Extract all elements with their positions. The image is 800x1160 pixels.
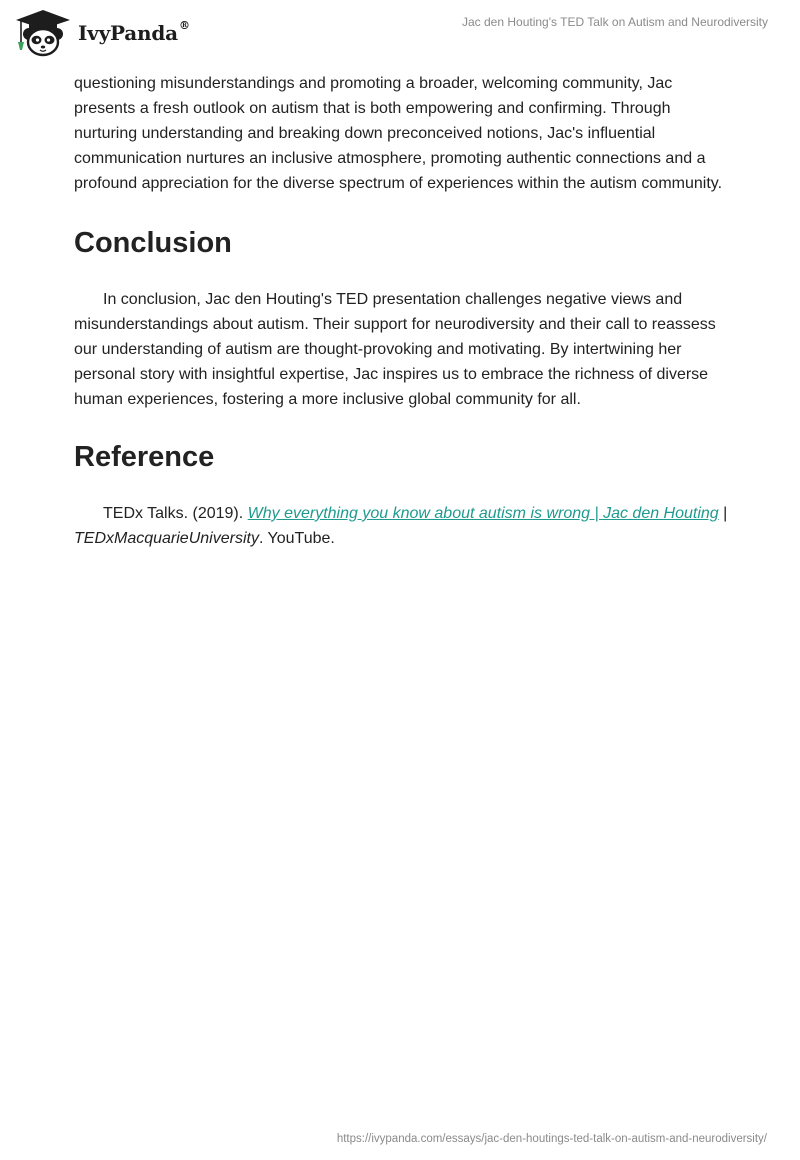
reference-source: TEDxMacquarieUniversity (74, 530, 259, 547)
reference-heading: Reference (74, 441, 215, 473)
conclusion-heading: Conclusion (74, 227, 232, 259)
panda-graduate-icon (14, 8, 72, 58)
conclusion-paragraph: In conclusion, Jac den Houting's TED presentation challenges negative views and misunderstandings about autism. Their support for neurodiversity and their call to reassess our understanding of autism are thought-provoking and motivating. By intertwining her personal story with insightful expertise, Jac inspires us to embrace the richness of diverse human experiences, fostering a more inclusive global community for all. (74, 291, 716, 408)
reference-prefix: TEDx Talks. (2019). (103, 505, 248, 522)
reference-suffix: . YouTube. (258, 530, 335, 547)
reference-entry (74, 501, 734, 551)
reference-separator: | (718, 505, 728, 522)
registered-mark: ® (178, 19, 190, 33)
footer-source-url: https://ivypanda.com/essays/jac-den-houtings-ted-talk-on-autism-and-neurodiversity/ (336, 1133, 767, 1145)
essay-content (74, 71, 734, 551)
document-title: Jac den Houting's TED Talk on Autism and Neurodiversity (462, 15, 768, 29)
brand-name (78, 21, 190, 45)
page-header (0, 0, 800, 64)
ivypanda-logo[interactable] (14, 8, 190, 58)
brand-name-text: IvyPanda (78, 21, 178, 45)
intro-paragraph: questioning misunderstandings and promoting a broader, welcoming community, Jac presents a fresh outlook on autism that is both empowering and confirming. Through nurturing understanding and breaking down preconceived notions, Jac's influential communication nurtures an inclusive atmosphere, promoting authentic connections and a profound appreciation for the diverse spectrum of experiences within the autism community. (74, 75, 723, 192)
reference-video-link[interactable]: Why everything you know about autism is wrong | Jac den Houting (247, 505, 719, 522)
